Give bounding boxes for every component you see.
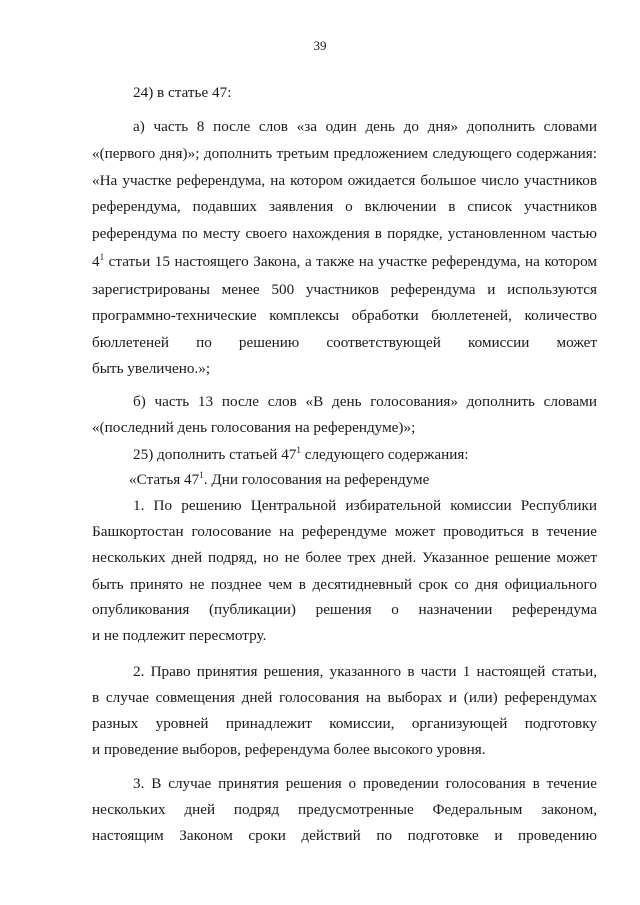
line-text-continuation: следующего содержания: bbox=[300, 446, 469, 463]
text-line bbox=[92, 84, 597, 102]
line-text: 4 bbox=[92, 253, 100, 270]
text-line bbox=[92, 601, 597, 619]
text-line bbox=[92, 715, 597, 733]
text-line bbox=[92, 419, 597, 437]
text-line bbox=[92, 360, 597, 378]
text-line bbox=[92, 198, 597, 216]
text-line bbox=[92, 549, 597, 567]
text-line bbox=[92, 775, 597, 793]
line-text: «(последний день голосования на референдуме)»; bbox=[92, 419, 416, 436]
line-text-continuation: . Дни голосования на референдуме bbox=[203, 471, 430, 488]
line-text: а) часть 8 после слов «за один день до дня» дополнить словами bbox=[133, 118, 597, 135]
text-line bbox=[92, 801, 597, 819]
text-line bbox=[92, 497, 597, 515]
text-line bbox=[92, 225, 597, 243]
line-text: Башкортостан голосование на референдуме может проводиться в течение bbox=[92, 523, 597, 540]
line-text: в случае совмещения дней голосования на выборах и (или) референдумах bbox=[92, 689, 597, 706]
text-line bbox=[92, 827, 597, 845]
line-text: 3. В случае принятия решения о проведении голосования в течение bbox=[133, 775, 597, 792]
superscript: 1 bbox=[199, 470, 204, 480]
text-line bbox=[92, 253, 597, 271]
text-line bbox=[92, 307, 597, 325]
text-line bbox=[92, 627, 597, 645]
line-text: 2. Право принятия решения, указанного в части 1 настоящей статьи, bbox=[133, 663, 597, 680]
superscript: 1 bbox=[296, 445, 301, 455]
text-line bbox=[92, 689, 597, 707]
line-text: «На участке референдума, на котором ожидается большое число участников bbox=[92, 172, 597, 189]
text-line bbox=[92, 172, 597, 190]
line-text: нескольких дней подряд предусмотренные Федеральным законом, bbox=[92, 801, 597, 818]
superscript: 1 bbox=[99, 252, 105, 262]
line-text: опубликования (публикации) решения о назначении референдума bbox=[92, 601, 597, 618]
line-text: и проведение выборов, референдума более высокого уровня. bbox=[92, 741, 486, 758]
text-line bbox=[92, 281, 597, 299]
line-text: «Статья 47 bbox=[129, 471, 200, 488]
line-text: быть увеличено.»; bbox=[92, 360, 211, 377]
line-text: зарегистрированы менее 500 участников референдума и используются bbox=[92, 281, 597, 298]
text-line bbox=[92, 523, 597, 541]
text-line bbox=[92, 741, 597, 759]
text-line bbox=[92, 393, 597, 411]
line-text: программно-технические комплексы обработки бюллетеней, количество bbox=[92, 307, 597, 324]
text-line bbox=[92, 118, 597, 136]
text-line bbox=[92, 145, 597, 163]
line-text: референдума по месту своего нахождения в порядке, установленном частью bbox=[92, 225, 597, 242]
line-text: разных уровней принадлежит комиссии, организующей подготовку bbox=[92, 715, 597, 732]
text-line bbox=[92, 663, 597, 681]
line-text: 25) дополнить статьей 47 bbox=[133, 446, 297, 463]
line-text: быть принято не позднее чем в десятидневный срок со дня официального bbox=[92, 576, 597, 593]
text-line bbox=[92, 471, 597, 489]
line-text: референдума, подавших заявления о включении в список участников bbox=[92, 198, 597, 215]
line-text-continuation: статьи 15 настоящего Закона, а также на участке референдума, на котором bbox=[104, 253, 597, 270]
line-text: 24) в статье 47: bbox=[133, 84, 232, 101]
line-text: настоящим Законом сроки действий по подготовке и проведению bbox=[92, 827, 597, 844]
line-text: и не подлежит пересмотру. bbox=[92, 627, 267, 644]
text-line bbox=[92, 334, 597, 352]
line-text: б) часть 13 после слов «В день голосования» дополнить словами bbox=[133, 393, 597, 410]
line-text: 1. По решению Центральной избирательной комиссии Республики bbox=[133, 497, 597, 514]
line-text: нескольких дней подряд, но не более трех дней. Указанное решение может bbox=[92, 549, 597, 566]
text-line bbox=[92, 446, 597, 464]
line-text: бюллетеней по решению соответствующей комиссии может bbox=[92, 334, 597, 351]
page-number: 39 bbox=[313, 38, 327, 53]
line-text: «(первого дня)»; дополнить третьим предложением следующего содержания: bbox=[92, 145, 597, 162]
text-line bbox=[92, 576, 597, 594]
